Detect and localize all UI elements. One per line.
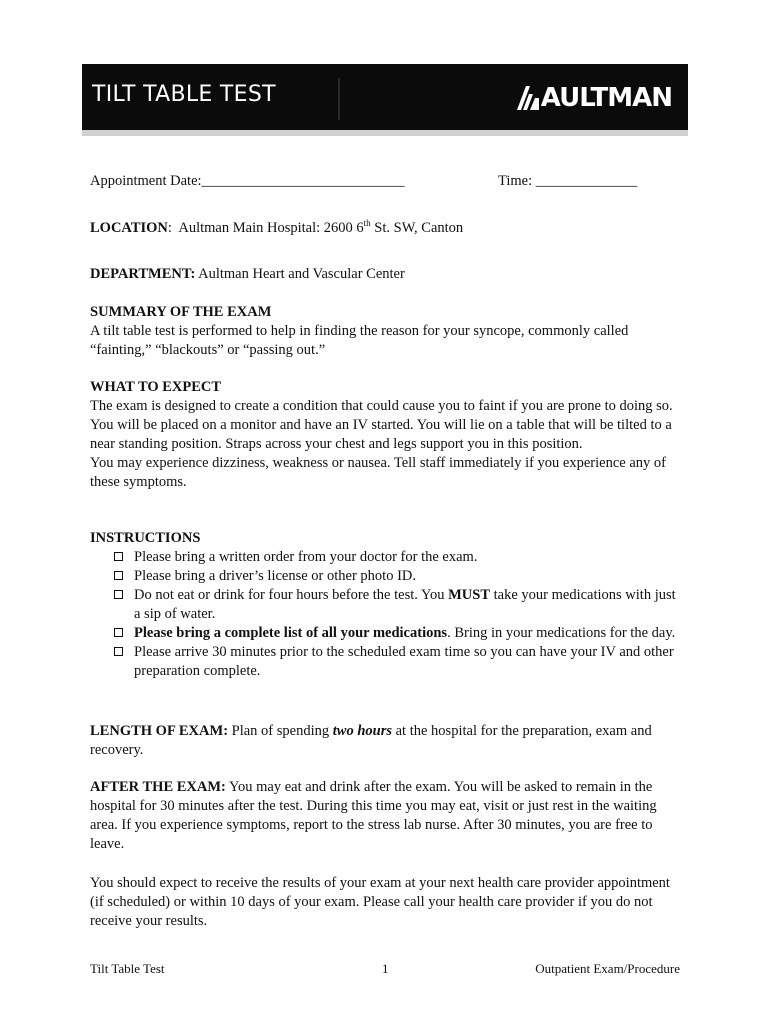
checkbox-icon[interactable]	[114, 590, 123, 599]
list-item	[90, 567, 680, 586]
location-label: LOCATION	[90, 220, 168, 236]
instruction-text: Please bring a written order from your doctor for the exam.	[134, 549, 478, 565]
appointment-date-blank: ____________________________	[201, 173, 405, 189]
length-label: LENGTH OF EXAM:	[90, 723, 229, 739]
results-text: You should expect to receive the results of your exam at your next health care provider appointment (if scheduled) or within 10 days of your exam. Please call your health care provider if you do not receive your results.	[90, 875, 670, 929]
expect-paragraph-1: The exam is designed to create a condition that could cause you to faint if you are prone to doing so. You will be placed on a monitor and have an IV started. You will lie on a table that will be tilted to a near standing position. Straps across your chest and legs support you in this position.	[90, 398, 673, 452]
aultman-logo-mark-icon	[517, 86, 539, 110]
document-title: TILT TABLE TEST	[92, 82, 276, 107]
instruction-text-end: . Bring in your medications for the day.	[447, 625, 676, 641]
header-divider	[338, 78, 340, 120]
instructions-section	[90, 529, 680, 681]
time-blank: ______________	[535, 173, 638, 189]
summary-section	[90, 303, 680, 360]
after-section	[90, 778, 680, 854]
aultman-logo	[517, 84, 672, 112]
department-row	[90, 265, 680, 284]
logo-wordmark: AULTMAN	[540, 83, 672, 113]
after-label: AFTER THE EXAM:	[90, 779, 226, 795]
instruction-emphasis: Please bring a complete list of all your medications	[134, 625, 448, 641]
results-section	[90, 874, 680, 931]
expect-section	[90, 378, 680, 492]
summary-text: A tilt table test is performed to help in finding the reason for your syncope, commonly called “fainting,” “blackouts” or “passing out.”	[90, 323, 629, 358]
length-emphasis: two hours	[332, 723, 392, 739]
location-text: Aultman Main Hospital: 2600 6	[171, 220, 364, 236]
location-ordinal: th	[363, 218, 371, 229]
time-field	[498, 172, 637, 191]
length-text: Plan of spending	[228, 723, 333, 739]
footer-right: Outpatient Exam/Procedure	[535, 961, 680, 976]
location-row	[90, 219, 680, 238]
instruction-emphasis: MUST	[448, 587, 491, 603]
length-text-end: at the hospital for the preparation, exam and recovery.	[90, 723, 652, 758]
department-text: Aultman Heart and Vascular Center	[195, 266, 405, 282]
summary-title: SUMMARY OF THE EXAM	[90, 304, 272, 320]
list-item	[90, 624, 680, 643]
checkbox-icon[interactable]	[114, 552, 123, 561]
header-bar	[82, 64, 688, 130]
page-number: 1	[382, 961, 389, 976]
appointment-date-label: Appointment Date:	[90, 173, 202, 189]
instruction-text: Do not eat or drink for four hours before the test. You	[134, 587, 449, 603]
instruction-text-end: take your medications with just a sip of water.	[134, 587, 676, 622]
expect-title: WHAT TO EXPECT	[90, 379, 222, 395]
instruction-text: Please arrive 30 minutes prior to the scheduled exam time so you can have your IV and other preparation complete.	[134, 644, 674, 679]
list-item	[90, 548, 680, 567]
footer-left: Tilt Table Test	[90, 961, 165, 976]
header-underline	[82, 130, 688, 136]
instructions-title: INSTRUCTIONS	[90, 530, 201, 546]
department-label: DEPARTMENT:	[90, 266, 196, 282]
checkbox-icon[interactable]	[114, 571, 123, 580]
location-text-end: St. SW, Canton	[370, 220, 464, 236]
length-section	[90, 722, 680, 760]
instruction-text: Please bring a driver’s license or other photo ID.	[134, 568, 416, 584]
checkbox-icon[interactable]	[114, 647, 123, 656]
location-colon: :	[167, 220, 172, 236]
list-item	[90, 586, 680, 624]
instructions-list	[90, 548, 680, 681]
expect-paragraph-2: You may experience dizziness, weakness or nausea. Tell staff immediately if you experience any of these symptoms.	[90, 455, 666, 490]
appointment-row	[90, 172, 680, 191]
list-item	[90, 643, 680, 681]
time-label: Time:	[498, 173, 533, 189]
after-text: You may eat and drink after the exam. You will be asked to remain in the hospital for 30 minutes after the test. During this time you may eat, visit or just rest in the waiting area. If you experience symptoms, report to the stress lab nurse. After 30 minutes, you are free to leave.	[90, 779, 657, 852]
checkbox-icon[interactable]	[114, 628, 123, 637]
